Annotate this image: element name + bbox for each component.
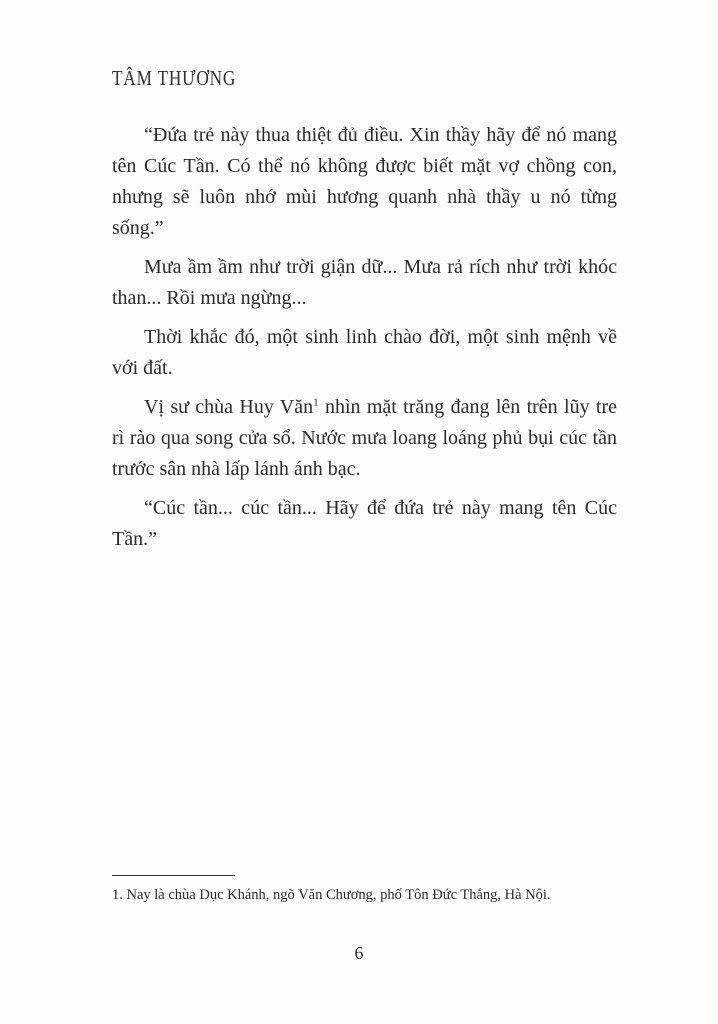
paragraph: Mưa ầm ầm như trời giận dữ... Mưa rả rích như trời khóc than... Rồi mưa ngừng...	[112, 256, 617, 309]
body-text	[112, 120, 617, 563]
paragraph: “Cúc tần... cúc tần... Hãy để đứa trẻ này mang tên Cúc Tần.”	[112, 497, 617, 550]
footnote-reference[interactable]: 1	[313, 396, 319, 409]
paragraph-with-footnote	[112, 392, 617, 485]
paragraph: “Đứa trẻ này thua thiệt đủ điều. Xin thầy hãy để nó mang tên Cúc Tần. Có thể nó không được biết mặt vợ chồng con, nhưng sẽ luôn nhớ mùi hương quanh nhà thầy u nó từng sống.”	[112, 124, 617, 239]
paragraph-text: Vị sư chùa Huy Văn	[144, 396, 314, 418]
running-header: TÂM THƯƠNG	[112, 66, 237, 90]
paragraph-text: nhìn mặt trăng đang lên trên lũy tre rì rào qua song cửa sổ. Nước mưa loang loáng phủ bụi cúc tần trước sân nhà lấp lánh ánh bạc.	[112, 396, 617, 480]
footnote-divider	[112, 875, 235, 876]
footnote: 1. Nay là chùa Dục Khánh, ngõ Văn Chương, phố Tôn Đức Thắng, Hà Nội.	[112, 887, 551, 903]
paragraph: Thời khắc đó, một sinh linh chào đời, một sinh mệnh về với đất.	[112, 326, 617, 379]
page-number: 6	[354, 943, 364, 963]
